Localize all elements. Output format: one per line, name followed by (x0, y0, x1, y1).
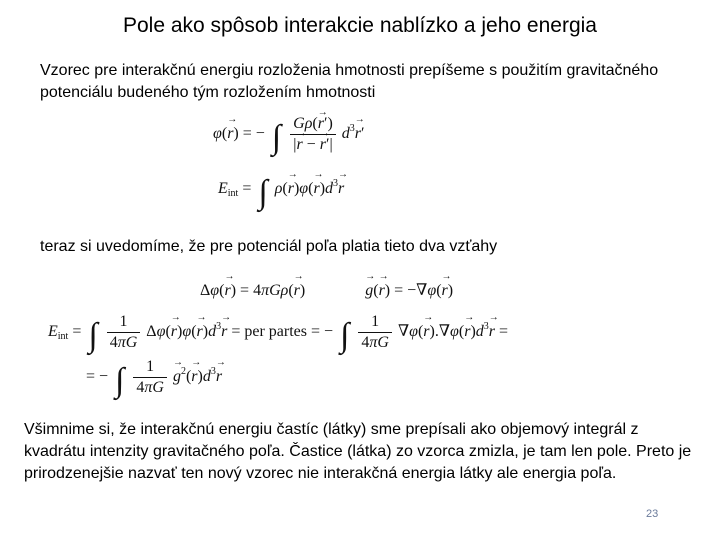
per-partes-label: per partes (244, 323, 307, 341)
interaction-energy-equation: $E_{int}$ = ∫ $\rho(\to r)\varphi(\to r)d^3\to r$ (218, 176, 344, 210)
energy-per-partes-equation: $E_{int}$ = ∫ $\frac{1}{4\pi G}$ $\Delta\varphi(\to r)\varphi(\to r)d^3\to r$ = per partes = − ∫ $\frac{1}{4\pi G}$ $\nabla\varphi(\to r).\nabla\varphi(\to r)d^3\to r$ = (48, 312, 508, 353)
conclusion-paragraph: Všimnime si, že interakčnú energiu častíc (látky) sme prepísali ako objemový integrál z kvadrátu intenzity gravitačného poľa. Častice (látka) zo vzorca zmizla, je tam len pole. Preto je prirodzenejšie nazvať ten nový vzorec nie interakčná energia látky ale energia poľa. (24, 421, 692, 482)
slide-title: Pole ako spôsob interakcie nablízko a jeho energia (123, 14, 597, 37)
eint-subscript-2: int (57, 331, 69, 343)
intro-paragraph: Vzorec pre interakčnú energiu rozloženia hmotnosti prepíšeme s použitím gravitačného potenciálu budeného tým rozložením hmotnosti (40, 62, 659, 101)
field-energy-equation: = − ∫ $\frac{1}{4\pi G}$ → $g^2(\to r)d^3\to r$ (86, 357, 222, 398)
poisson-and-field-relations: Δφ(→ r) = 4πGρ(→ r) → g(→ r) = −∇φ(→ r) (200, 280, 453, 300)
eint-subscript: int (227, 188, 239, 199)
potential-integral-equation: φ(→ r) = − ∫ $\frac{G\rho(\to r')}{|\to r - \to r'|}$ $d^3\to r'$ (213, 114, 365, 155)
relations-paragraph: teraz si uvedomíme, že pre potenciál poľa platia tieto dva vzťahy (40, 238, 498, 255)
page-number: 23 (646, 508, 659, 520)
